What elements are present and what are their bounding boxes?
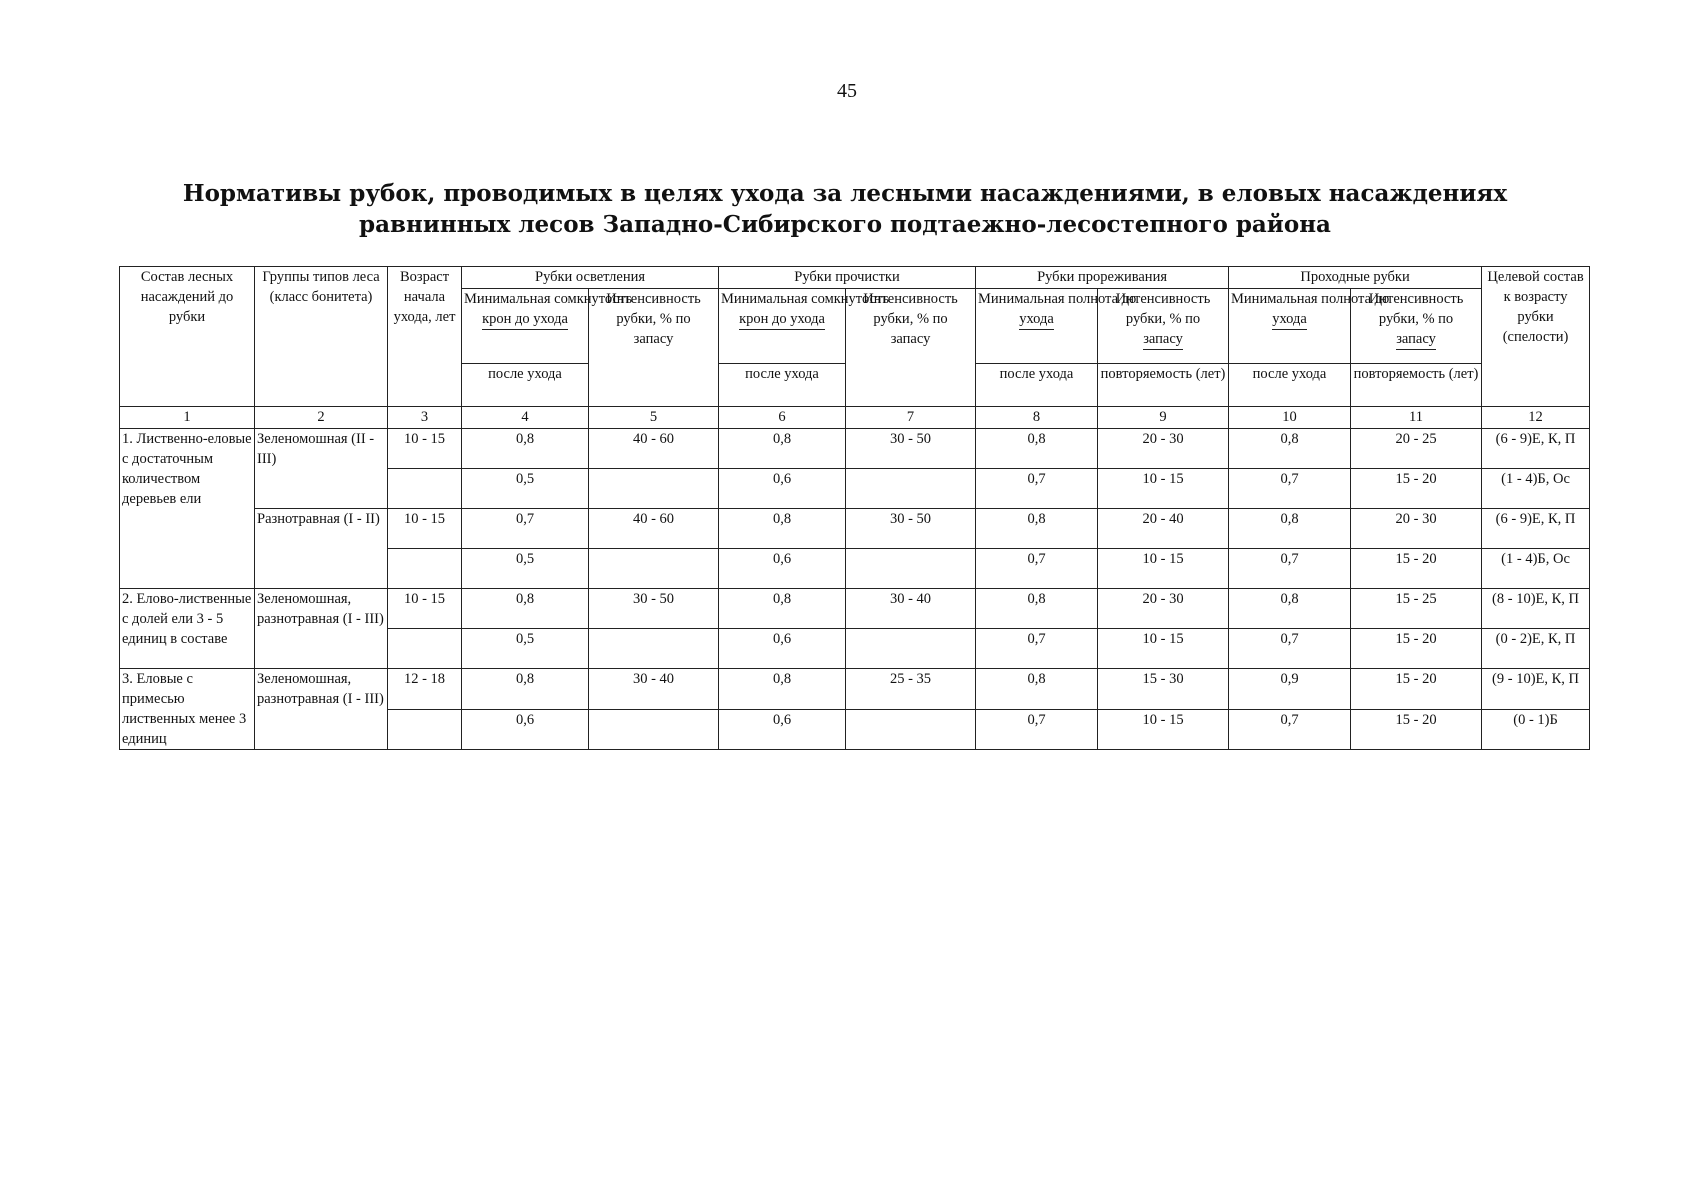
column-number-cell: 11 [1351,407,1482,429]
column-number-cell: 8 [976,407,1098,429]
min-closure-osvetl-cell: 0,7 [462,509,589,549]
intensity-prohod-cell: 15 - 20 [1351,669,1482,710]
forest-type-cell: Зеленомошная, разнотравная (I - III) [255,669,388,750]
min-density-prohod-cell: 0,7 [1229,709,1351,750]
min-density-prorezh-cell: 0,8 [976,429,1098,469]
header-group-prohodnye: Проходные рубки [1229,267,1482,289]
header-min-density-label: Минимальная полнота до [1231,291,1390,307]
target-composition-cell: (1 - 4)Б, Ос [1482,469,1590,509]
norms-table-body [120,429,1590,750]
column-number-cell: 5 [589,407,719,429]
intensity-prorezh-cell: 10 - 15 [1098,549,1229,589]
min-closure-prochistki-cell: 0,8 [719,589,846,629]
header-intensity-9 [1098,289,1229,364]
intensity-osvetl-cell [589,629,719,669]
intensity-prohod-cell: 15 - 20 [1351,709,1482,750]
forest-type-cell: Зеленомошная (II - III) [255,429,388,509]
intensity-prorezh-cell: 10 - 15 [1098,709,1229,750]
column-number-row [120,407,1590,429]
start-age-cell [388,709,462,750]
composition-cell: 2. Елово-лиственные с долей ели 3 - 5 единиц в составе [120,589,255,669]
header-repeatability-9: повторяемость (лет) [1098,364,1229,407]
table-row [120,589,1590,629]
header-min-closure-4 [462,289,632,364]
header-before-care-label: ухода [1019,309,1054,330]
intensity-prorezh-cell: 10 - 15 [1098,469,1229,509]
header-after-care-8: после ухода [976,364,1098,407]
intensity-osvetl-cell: 30 - 50 [589,589,719,629]
header-min-density-10 [1229,289,1390,364]
start-age-cell [388,549,462,589]
norms-table [119,266,1590,750]
intensity-prorezh-cell: 20 - 40 [1098,509,1229,549]
header-group-prochistki: Рубки прочистки [719,267,976,289]
intensity-prochistki-cell [846,549,976,589]
min-density-prohod-cell: 0,8 [1229,509,1351,549]
min-closure-osvetl-cell: 0,8 [462,589,589,629]
header-min-closure-6 [719,289,889,364]
start-age-cell: 10 - 15 [388,429,462,469]
page-number: 45 [837,80,857,102]
intensity-prohod-cell: 15 - 25 [1351,589,1482,629]
target-composition-cell: (9 - 10)Е, К, П [1482,669,1590,710]
header-after-care-10: после ухода [1229,364,1351,407]
header-after-care-4: после ухода [462,364,589,407]
start-age-cell: 10 - 15 [388,589,462,629]
header-after-care-6: после ухода [719,364,846,407]
start-age-cell [388,629,462,669]
target-composition-cell: (0 - 1)Б [1482,709,1590,750]
table-row [120,669,1590,710]
min-closure-osvetl-cell: 0,8 [462,669,589,710]
min-closure-osvetl-cell: 0,5 [462,549,589,589]
min-density-prohod-cell: 0,8 [1229,429,1351,469]
header-target-composition: Целевой состав к возрасту рубки (спелости) [1482,267,1590,407]
title-line-1: Нормативы рубок, проводимых в целях ухода за лесными насаждениями, в еловых насаждениях [182,180,1508,207]
start-age-cell: 10 - 15 [388,509,462,549]
forest-type-cell: Разнотравная (I - II) [255,509,388,589]
min-density-prohod-cell: 0,8 [1229,589,1351,629]
min-density-prorezh-cell: 0,8 [976,589,1098,629]
header-min-density-label: Минимальная полнота до [978,291,1137,307]
target-composition-cell: (1 - 4)Б, Ос [1482,549,1590,589]
min-closure-prochistki-cell: 0,6 [719,629,846,669]
forest-type-cell: Зеленомошная, разнотравная (I - III) [255,589,388,669]
header-intensity-label: Интенсивность рубки, % по [1368,291,1464,327]
min-closure-osvetl-cell: 0,5 [462,469,589,509]
column-number-cell: 1 [120,407,255,429]
intensity-prohod-cell: 15 - 20 [1351,469,1482,509]
intensity-prorezh-cell: 15 - 30 [1098,669,1229,710]
intensity-prorezh-cell: 20 - 30 [1098,589,1229,629]
min-density-prorezh-cell: 0,8 [976,669,1098,710]
header-intensity-11 [1351,289,1482,364]
intensity-prochistki-cell [846,709,976,750]
header-stock-label: запасу [633,331,674,347]
intensity-prorezh-cell: 20 - 30 [1098,429,1229,469]
title-line-2: равнинных лесов Западно-Сибирского подтаежно-лесостепного района [359,211,1331,238]
min-density-prohod-cell: 0,9 [1229,669,1351,710]
header-crown-before-label: крон до ухода [482,309,568,330]
column-number-cell: 9 [1098,407,1229,429]
table-row [120,429,1590,469]
table-row [120,509,1590,549]
min-closure-osvetl-cell: 0,6 [462,709,589,750]
header-intensity-label: Интенсивность рубки, % по [863,291,958,327]
intensity-osvetl-cell [589,549,719,589]
intensity-prochistki-cell [846,629,976,669]
column-number-cell: 10 [1229,407,1351,429]
composition-cell: 1. Лиственно-еловые с достаточным количеством деревьев ели [120,429,255,589]
target-composition-cell: (6 - 9)Е, К, П [1482,509,1590,549]
intensity-prorezh-cell: 10 - 15 [1098,629,1229,669]
min-density-prorezh-cell: 0,7 [976,709,1098,750]
header-min-closure-label: Минимальная сомкнутость [721,291,889,307]
min-closure-prochistki-cell: 0,6 [719,469,846,509]
header-stock-label: запасу [1143,329,1183,350]
header-crown-before-label: крон до ухода [739,309,825,330]
composition-cell: 3. Еловые с примесью лиственных менее 3 единиц [120,669,255,750]
header-stock-label: запасу [1396,329,1436,350]
intensity-prohod-cell: 20 - 30 [1351,509,1482,549]
intensity-osvetl-cell: 30 - 40 [589,669,719,710]
header-start-age: Возраст начала ухода, лет [388,267,462,407]
min-density-prorezh-cell: 0,8 [976,509,1098,549]
target-composition-cell: (0 - 2)Е, К, П [1482,629,1590,669]
start-age-cell: 12 - 18 [388,669,462,710]
min-closure-prochistki-cell: 0,6 [719,549,846,589]
target-composition-cell: (6 - 9)Е, К, П [1482,429,1590,469]
intensity-prohod-cell: 20 - 25 [1351,429,1482,469]
header-forest-types: Группы типов леса (класс бонитета) [255,267,388,407]
min-closure-osvetl-cell: 0,5 [462,629,589,669]
header-intensity-5 [589,289,719,407]
header-intensity-7 [846,289,976,407]
target-composition-cell: (8 - 10)Е, К, П [1482,589,1590,629]
min-density-prorezh-cell: 0,7 [976,469,1098,509]
column-number-cell: 7 [846,407,976,429]
column-number-cell: 12 [1482,407,1590,429]
header-intensity-label: Интенсивность рубки, % по [1115,291,1211,327]
min-closure-prochistki-cell: 0,8 [719,509,846,549]
header-repeatability-11: повторяемость (лет) [1351,364,1482,407]
header-composition: Состав лесных насаждений до рубки [120,267,255,407]
header-group-osvetleniya: Рубки осветления [462,267,719,289]
header-min-closure-label: Минимальная сомкнутость [464,291,632,307]
intensity-osvetl-cell [589,469,719,509]
header-before-care-label: ухода [1272,309,1307,330]
header-stock-label: запасу [890,331,931,347]
min-closure-prochistki-cell: 0,8 [719,429,846,469]
min-density-prorezh-cell: 0,7 [976,629,1098,669]
header-group-prorezhivaniya: Рубки прореживания [976,267,1229,289]
column-number-cell: 2 [255,407,388,429]
intensity-prochistki-cell: 30 - 50 [846,509,976,549]
column-number-cell: 4 [462,407,589,429]
intensity-prochistki-cell: 25 - 35 [846,669,976,710]
intensity-prochistki-cell [846,469,976,509]
intensity-prohod-cell: 15 - 20 [1351,549,1482,589]
header-intensity-label: Интенсивность рубки, % по [606,291,701,327]
min-closure-osvetl-cell: 0,8 [462,429,589,469]
header-min-density-8 [976,289,1137,364]
min-density-prorezh-cell: 0,7 [976,549,1098,589]
document-title [160,178,1530,240]
min-closure-prochistki-cell: 0,8 [719,669,846,710]
column-number-cell: 6 [719,407,846,429]
intensity-osvetl-cell: 40 - 60 [589,429,719,469]
intensity-osvetl-cell: 40 - 60 [589,509,719,549]
min-closure-prochistki-cell: 0,6 [719,709,846,750]
intensity-osvetl-cell [589,709,719,750]
min-density-prohod-cell: 0,7 [1229,629,1351,669]
min-density-prohod-cell: 0,7 [1229,469,1351,509]
intensity-prochistki-cell: 30 - 40 [846,589,976,629]
column-number-cell: 3 [388,407,462,429]
min-density-prohod-cell: 0,7 [1229,549,1351,589]
intensity-prohod-cell: 15 - 20 [1351,629,1482,669]
intensity-prochistki-cell: 30 - 50 [846,429,976,469]
start-age-cell [388,469,462,509]
